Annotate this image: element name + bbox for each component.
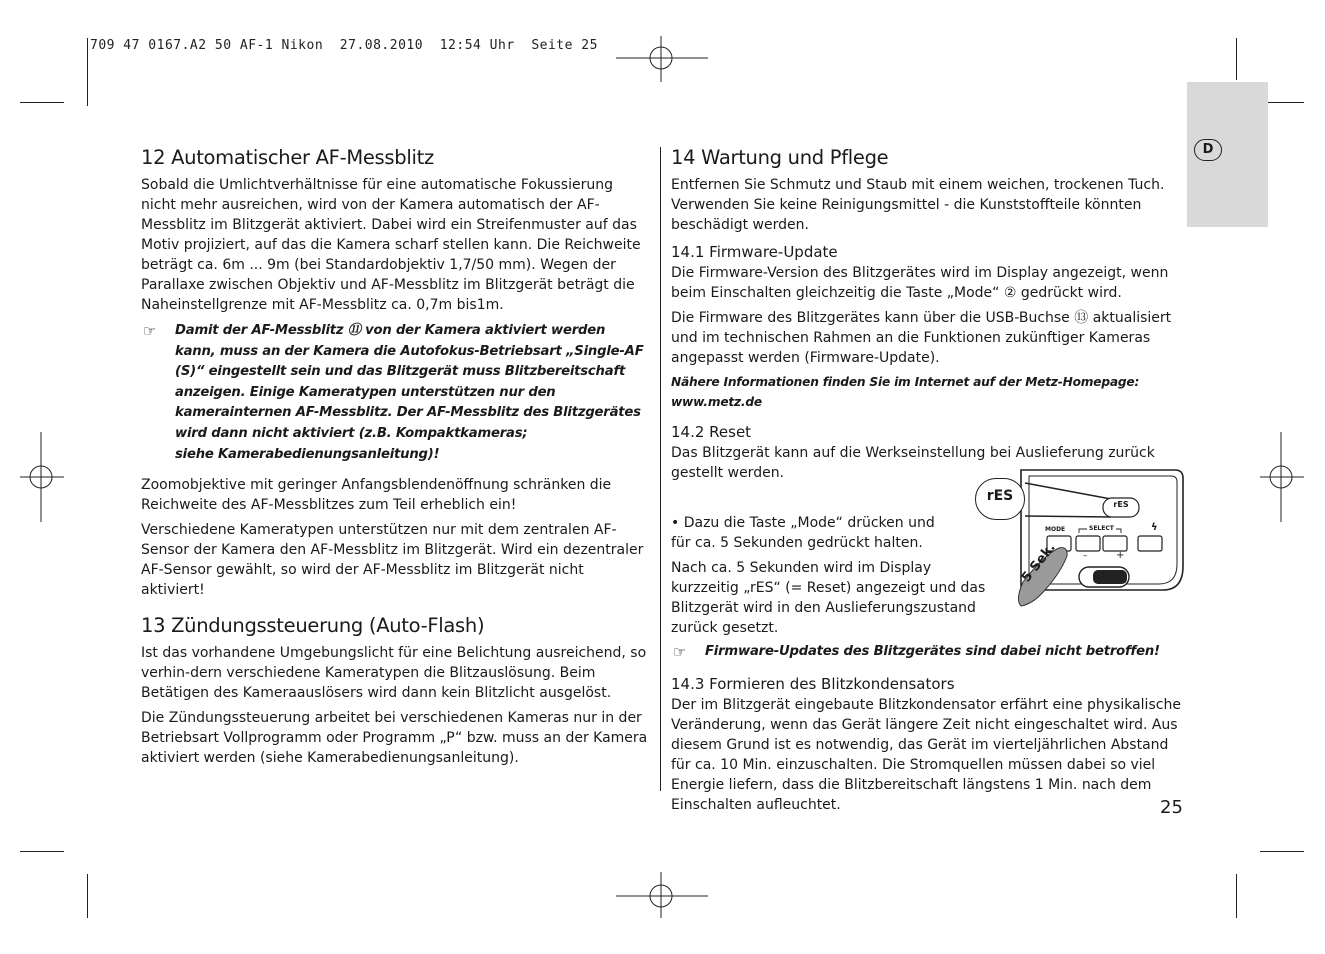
section-14-2-note-text: Firmware-Updates des Blitzgerätes sind dabei nicht betroffen! <box>705 644 1160 659</box>
crop-mark <box>20 851 64 852</box>
left-column <box>141 144 649 768</box>
registration-mark-top <box>616 36 708 82</box>
hold-time-label: 5 Sek. <box>1019 540 1059 586</box>
reset-callout-text: rES <box>986 488 1014 504</box>
select-button-label: SELECT <box>1089 525 1114 532</box>
section-13-paragraph-1: Ist das vorhandene Umgebungslicht für eine Belichtung ausreichend, so verhin-dern verschiedene Kameratypen die Blitzauslösung. Beim Betätigen des Kameraauslösers wird dann kein Blitzlicht ausgelöst. <box>141 645 647 702</box>
reset-figure <box>975 466 1187 614</box>
reset-display-text: rES <box>1113 500 1129 509</box>
crop-mark <box>87 38 88 106</box>
section-14-1-info: Nähere Informationen finden Sie im Internet auf der Metz-Homepage: www.metz.de <box>671 375 1140 409</box>
section-14-1-title: 14.1 Firmware-Update <box>671 243 838 261</box>
minus-label: – <box>1083 551 1088 561</box>
section-14-2-bullet: • Dazu die Taste „Mode“ drücken und für ca. 5 Sekunden gedrückt halten. <box>671 515 935 551</box>
pointing-hand-icon: ☞ <box>143 322 157 340</box>
crop-mark <box>1260 851 1304 852</box>
registration-mark-bottom <box>616 872 708 918</box>
section-12-title: 12 Automatischer AF-Messblitz <box>141 146 434 169</box>
crop-mark <box>87 874 88 918</box>
section-12-paragraph-2: Zoomobjektive mit geringer Anfangsblendenöffnung schränken die Reichweite des AF-Messblitzes zum Teil erheblich ein! <box>141 477 612 514</box>
section-12-note-text-end: siehe Kamerabedienungsanleitung)! <box>175 446 440 462</box>
section-12-note <box>141 321 649 465</box>
section-14-1-paragraph-1: Die Firmware-Version des Blitzgerätes wird im Display angezeigt, wenn beim Einschalten gleichzeitig die Taste „Mode“ ② gedrückt wird. <box>671 265 1169 301</box>
section-14-title: 14 Wartung und Pflege <box>671 146 889 169</box>
section-14-3-title: 14.3 Formieren des Blitzkondensators <box>671 674 955 693</box>
section-14-2-paragraph-2: Nach ca. 5 Sekunden wird im Display kurzzeitig „rES“ (= Reset) angezeigt und das Blitzgerät wird in den Auslieferungszustand zurück gesetzt. <box>671 560 986 636</box>
plus-label: + <box>1116 550 1125 561</box>
section-14-1-paragraph-2: Die Firmware des Blitzgerätes kann über die USB-Buchse ⑬ aktualisiert und im technischen Rahmen an die Funktionen zukünftiger Kameras angepasst werden (Firmware-Update). <box>671 310 1172 366</box>
section-13-paragraph-2: Die Zündungssteuerung arbeitet bei verschiedenen Kameras nur in der Betriebsart Vollprogramm oder Programm „P“ bzw. muss an der Kamera aktiviert werden (siehe Kamerabedienungsanleitung). <box>141 710 648 767</box>
section-12-note-text: Damit der AF-Messblitz ⑪ von der Kamera aktiviert werden kann, muss an der Kamera die Autofokus-Betriebsart „Single-AF (S)“ eingestellt sein und das Blitzgerät muss Blitzbereitschaft anzeigen. Einige Kameratypen unterstützen nur den kamerainternen AF-Messblitz. Der AF-Messblitz des Blitzgerätes wird dann nicht aktiviert (z.B. Kompaktkameras; <box>175 323 644 441</box>
section-14-2-paragraph-1: Das Blitzgerät kann auf die Werkseinstellung bei Auslieferung zurück gestellt werden. <box>671 445 1155 481</box>
pointing-hand-icon: ☞ <box>673 643 687 661</box>
section-14-2-title: 14.2 Reset <box>671 423 752 441</box>
section-12-body: Sobald die Umlichtverhältnisse für eine automatische Fokussierung nicht mehr ausreichen, wird von der Kamera automatisch der AF-Messblitz im Blitzgerät aktiviert. Dabei wird ein Streifenmuster auf das Motiv projiziert, auf das die Kamera scharf stellen kann. Die Reichweite beträgt ca. 6m ... 9m (bei Standardobjektiv 1,7/50 mm). Wegen der Parallaxe zwischen Objektiv und AF-Messblitz im Blitzgerät beträgt die Naheinstellgrenze mit AF-Messblitz ca. 0,7m bis1m. <box>141 177 641 313</box>
registration-mark-left <box>20 432 64 522</box>
section-13-title: 13 Zündungssteuerung (Auto-Flash) <box>141 614 485 638</box>
section-14-3-paragraph-1: Der im Blitzgerät eingebaute Blitzkondensator erfährt eine physikalische Veränderung, wenn das Gerät längere Zeit nicht eingeschaltet wird. Aus diesem Grund ist es notwendig, das Gerät im vierteljährlichen Abstand für ca. 10 Min. einzuschalten. Die Stromquellen müssen dabei so viel Energie liefern, dass die Blitzbereitschaft längstens 1 Min. nach dem Einschalten aufleuchtet. <box>671 696 1181 813</box>
mode-button-label: MODE <box>1045 526 1066 533</box>
section-14-body: Entfernen Sie Schmutz und Staub mit einem weichen, trockenen Tuch. Verwenden Sie keine Reinigungsmittel - die Kunststoffteile könnten beschädigt werden. <box>671 177 1165 233</box>
page-number: 25 <box>1160 797 1183 818</box>
crop-mark <box>1236 874 1237 918</box>
flash-bolt-icon: ϟ <box>1151 522 1158 533</box>
language-tab-label: D <box>1194 139 1222 161</box>
crop-mark <box>20 102 64 103</box>
column-divider <box>660 147 661 791</box>
crop-mark <box>1236 38 1237 80</box>
registration-mark-right <box>1260 432 1304 522</box>
section-12-paragraph-3: Verschiedene Kameratypen unterstützen nur mit dem zentralen AF-Sensor der Kamera den AF-Messblitz im Blitzgerät. Wird ein dezentraler AF-Sensor gewählt, so wird der AF-Messblitz im Blitzgerät nicht aktiviert! <box>141 522 644 599</box>
section-14-2-note <box>671 642 1183 663</box>
print-info-header: 709 47 0167.A2 50 AF-1 Nikon 27.08.2010 12:54 Uhr Seite 25 <box>90 38 598 53</box>
